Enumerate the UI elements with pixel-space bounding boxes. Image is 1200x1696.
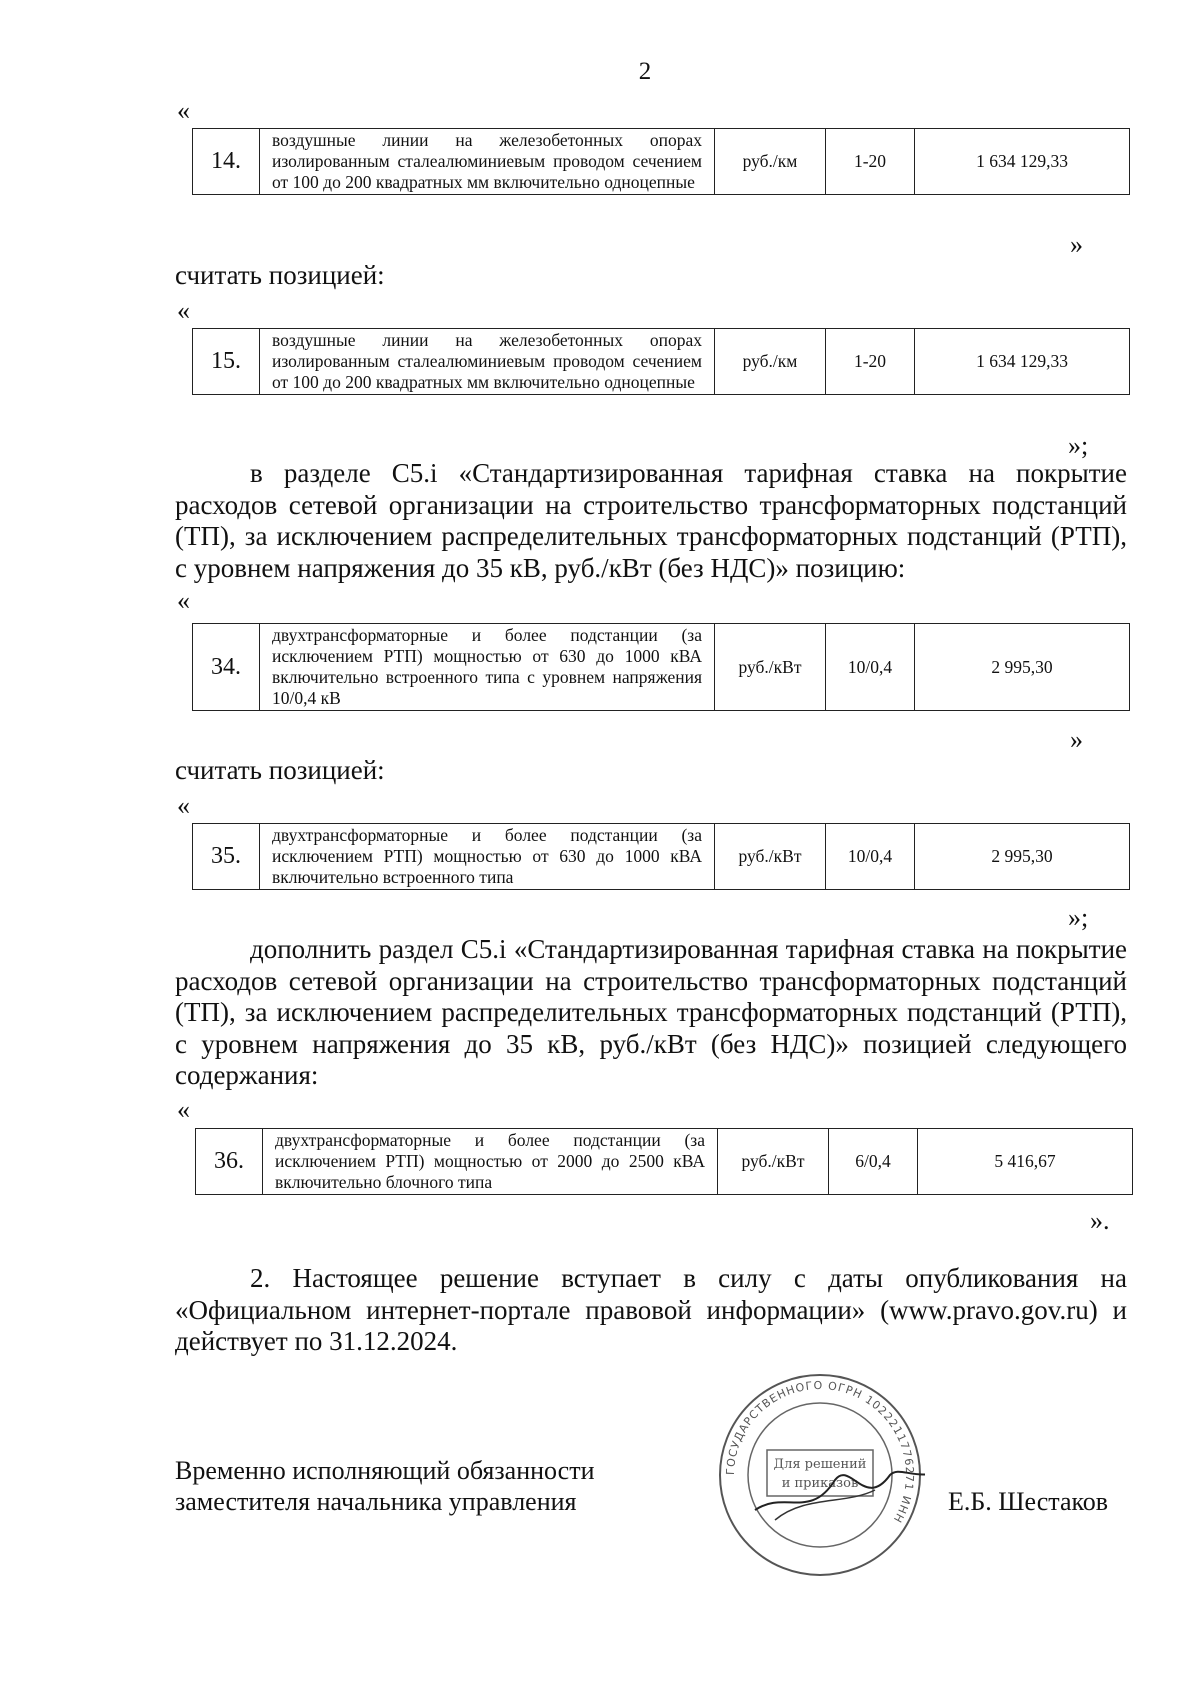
open-quote: «	[177, 586, 190, 615]
row-description: двухтрансформаторные и более подстанции (за исключением РТП) мощностью от 630 до 1000 кВА включительно встроенного типа	[260, 824, 715, 890]
row-voltage: 10/0,4	[826, 824, 915, 890]
row-unit: руб./кВт	[715, 624, 826, 711]
tariff-table-row	[192, 823, 1130, 890]
svg-text:и приказов: и приказов	[781, 1476, 859, 1491]
row-description: двухтрансформаторные и более подстанции (за исключением РТП) мощностью от 2000 до 2500 кВА включительно блочного типа	[263, 1129, 718, 1195]
close-quote-period: ».	[1090, 1206, 1110, 1235]
row-voltage: 1-20	[826, 129, 915, 195]
tariff-table-row	[192, 328, 1130, 395]
row-unit: руб./кВт	[718, 1129, 829, 1195]
close-quote: »	[1070, 725, 1083, 754]
paragraph-effective: 2. Настоящее решение вступает в силу с даты опубликования на «Официальном интернет-портале правовой информации» (www.pravo.gov.ru) и действует по 31.12.2024.	[175, 1263, 1127, 1356]
row-number: 35.	[193, 824, 260, 890]
tariff-table-row	[195, 1128, 1133, 1195]
consider-as-label: считать позицией:	[175, 260, 385, 290]
row-price: 5 416,67	[918, 1129, 1133, 1195]
row-voltage: 10/0,4	[826, 624, 915, 711]
signatory-title-line1: Временно исполняющий обязанности	[175, 1456, 595, 1485]
row-unit: руб./кВт	[715, 824, 826, 890]
row-description: воздушные линии на железобетонных опорах изолированным сталеалюминиевым проводом сечением от 100 до 200 квадратных мм включительно одноцепные	[260, 329, 715, 395]
svg-text:Для решений: Для решений	[773, 1457, 867, 1472]
open-quote: «	[177, 791, 190, 820]
paragraph-section: в разделе С5.i «Стандартизированная тарифная ставка на покрытие расходов сетевой организации на строительство трансформаторных подстанций (ТП), за исключением распределительных трансформаторных подстанций (РТП), с уровнем напряжения до 35 кВ, руб./кВт (без НДС)» позицию:	[175, 458, 1127, 583]
row-price: 2 995,30	[915, 824, 1130, 890]
row-description: воздушные линии на железобетонных опорах изолированным сталеалюминиевым проводом сечением от 100 до 200 квадратных мм включительно одноцепные	[260, 129, 715, 195]
svg-text:ГОСУДАРСТВЕННОГО ОГРН 10222117: ГОСУДАРСТВЕННОГО ОГРН 1022211776271 ИНН	[723, 1378, 917, 1526]
consider-as-label: считать позицией:	[175, 755, 385, 785]
page-number: 2	[638, 58, 652, 85]
row-unit: руб./км	[715, 329, 826, 395]
close-quote-semicolon: »;	[1068, 903, 1089, 932]
open-quote: «	[177, 1095, 190, 1124]
open-quote: «	[177, 296, 190, 325]
tariff-table-row	[192, 128, 1130, 195]
row-unit: руб./км	[715, 129, 826, 195]
close-quote: »	[1070, 230, 1083, 259]
signatory-title-line2: заместителя начальника управления	[175, 1487, 577, 1516]
official-seal-stamp	[715, 1370, 925, 1580]
row-price: 2 995,30	[915, 624, 1130, 711]
open-quote: «	[177, 96, 190, 125]
row-number: 34.	[193, 624, 260, 711]
signatory-name: Е.Б. Шестаков	[948, 1487, 1109, 1516]
row-voltage: 1-20	[826, 329, 915, 395]
row-price: 1 634 129,33	[915, 329, 1130, 395]
row-voltage: 6/0,4	[829, 1129, 918, 1195]
row-description: двухтрансформаторные и более подстанции (за исключением РТП) мощностью от 630 до 1000 кВА включительно встроенного типа с уровнем напряжения 10/0,4 кВ	[260, 624, 715, 711]
row-price: 1 634 129,33	[915, 129, 1130, 195]
paragraph-supplement: дополнить раздел С5.i «Стандартизированная тарифная ставка на покрытие расходов сетевой организации на строительство трансформаторных подстанций (ТП), за исключением распределительных трансформаторных подстанций (РТП), с уровнем напряжения до 35 кВ, руб./кВт (без НДС)» позицией следующего содержания:	[175, 934, 1127, 1090]
row-number: 15.	[193, 329, 260, 395]
row-number: 36.	[196, 1129, 263, 1195]
close-quote-semicolon: »;	[1068, 431, 1089, 460]
row-number: 14.	[193, 129, 260, 195]
tariff-table-row	[192, 623, 1130, 711]
